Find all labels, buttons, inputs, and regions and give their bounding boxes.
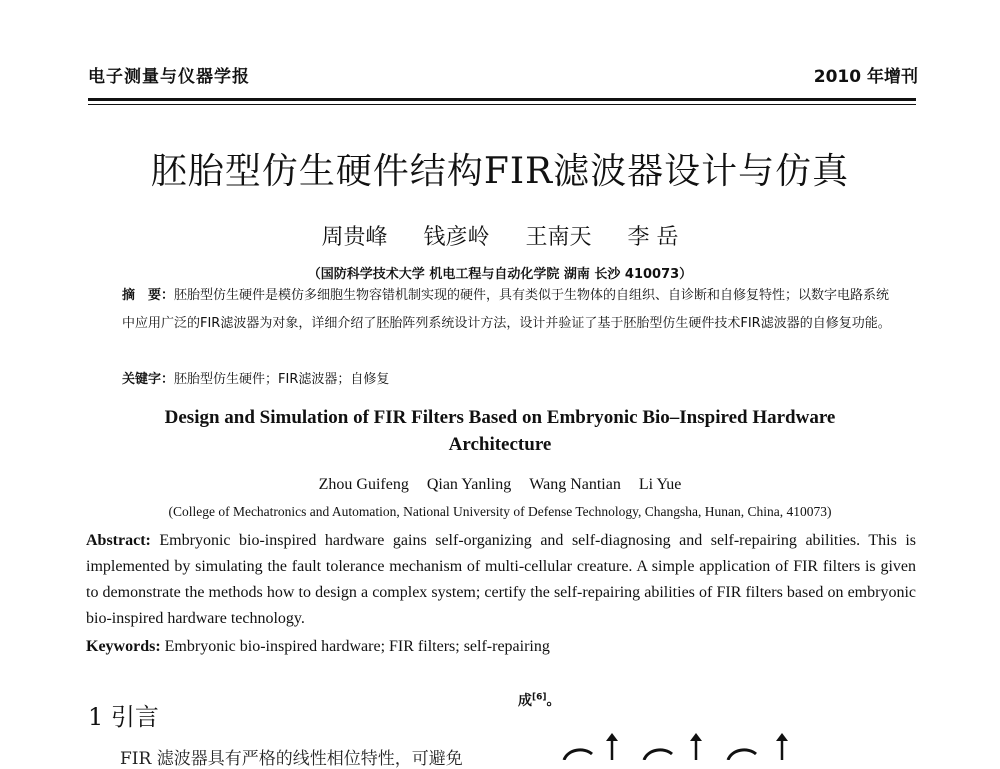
paper-title-en: Design and Simulation of FIR Filters Based on Embryonic Bio–Inspired Hardware Architecture xyxy=(164,407,836,455)
author-en: Zhou Guifeng xyxy=(318,476,409,493)
figure-arrowhead xyxy=(776,733,788,741)
abstract-en-label: Abstract: xyxy=(86,532,151,549)
section-heading xyxy=(88,697,159,732)
keywords-en-label: Keywords: xyxy=(86,638,161,655)
keywords-en-text: Embryonic bio-inspired hardware; FIR filters; self-repairing xyxy=(164,638,550,655)
section-number: 1 xyxy=(88,703,104,731)
citation-text: 成 xyxy=(518,693,532,709)
abstract-zh xyxy=(122,282,902,338)
author-zh: 王南天 xyxy=(525,225,592,250)
keywords-en xyxy=(86,634,916,660)
figure-fragment xyxy=(560,732,820,760)
abstract-zh-text: 胚胎型仿生硬件是模仿多细胞生物容错机制实现的硬件，具有类似于生物体的自组织、自诊断和自修复特性；以数字电路系统中应用广泛的FIR滤波器为对象，详细介绍了胚胎阵列系统设计方法，设计并验证了基于胚胎型仿生硬件技术FIR滤波器的自修复功能。 xyxy=(122,288,891,331)
affiliation-en: (College of Mechatronics and Automation, National University of Defense Technology, Changsha, Hunan, China, 410073) xyxy=(168,504,832,519)
author-en: Qian Yanling xyxy=(426,476,512,493)
author-zh: 钱彦岭 xyxy=(423,225,490,250)
abstract-en xyxy=(86,528,916,632)
affiliation-zh: （国防科学技术大学 机电工程与自动化学院 湖南 长沙 410073） xyxy=(307,267,693,282)
author-en: Wang Nantian xyxy=(529,476,621,493)
keywords-zh xyxy=(122,366,902,394)
abstract-zh-label: 摘 要： xyxy=(122,288,175,303)
figure-arrowhead xyxy=(690,733,702,741)
issue-label: 2010 年增刊 xyxy=(813,67,918,87)
citation-end: 。 xyxy=(546,693,561,709)
figure-arc xyxy=(644,750,672,760)
section-title: 引言 xyxy=(110,703,159,731)
keywords-zh-label: 关键字： xyxy=(122,372,175,387)
figure-arc xyxy=(564,750,592,760)
header-rule-thick xyxy=(88,98,916,101)
author-en: Li Yue xyxy=(638,476,682,493)
journal-name: 电子测量与仪器学报 xyxy=(88,67,250,87)
authors-en xyxy=(0,476,1000,494)
citation-fragment xyxy=(518,690,561,710)
figure-arrowhead xyxy=(606,733,618,741)
paper-title-zh: 胚胎型仿生硬件结构FIR滤波器设计与仿真 xyxy=(150,151,850,192)
author-zh: 周贵峰 xyxy=(321,225,388,250)
abstract-en-text: Embryonic bio-inspired hardware gains self-organizing and self-diagnosing and self-repairing abilities. This is implemented by simulating the fault tolerance mechanism of multi-cellular creature. A simple application of FIR filters is given to demonstrate the methods how to design a complex system; certify the self-repairing abilities of FIR filters based on embryonic bio-inspired hardware technology. xyxy=(86,532,917,627)
author-zh: 李 岳 xyxy=(627,225,679,250)
figure-arc xyxy=(728,750,756,760)
intro-paragraph-fragment: FIR 滤波器具有严格的线性相位特性，可避免 xyxy=(120,749,463,769)
keywords-zh-text: 胚胎型仿生硬件；FIR滤波器；自修复 xyxy=(174,372,390,387)
header-rule-thin xyxy=(88,104,916,105)
citation-ref: [6] xyxy=(532,692,547,703)
authors-zh xyxy=(0,220,1000,251)
